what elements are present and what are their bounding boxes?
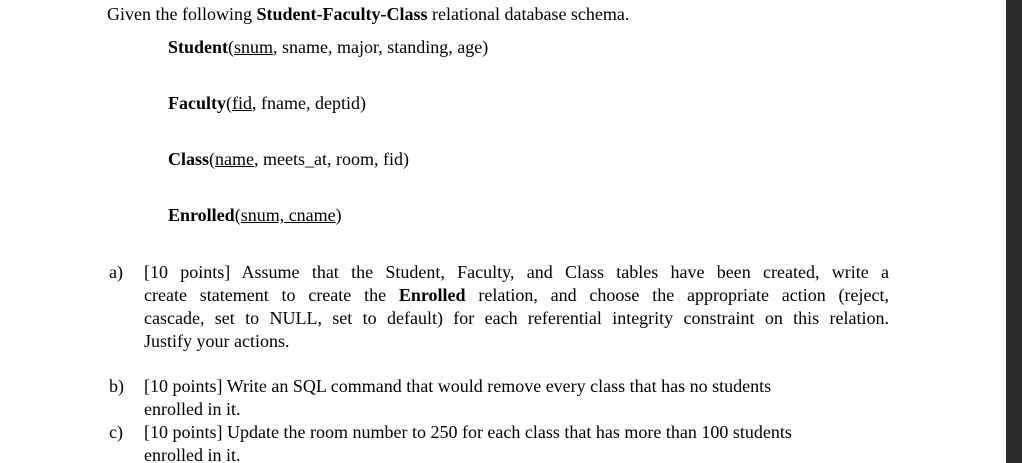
question-line: Justify your actions. xyxy=(144,331,290,351)
table-name: Enrolled xyxy=(168,205,235,225)
relation-name: Enrolled xyxy=(398,285,466,305)
question-a xyxy=(109,261,889,353)
paren-open: ( xyxy=(228,37,235,57)
question-line: enrolled in it. xyxy=(144,399,241,419)
intro-schema-name: Student-Faculty-Class xyxy=(256,4,428,24)
question-line xyxy=(144,284,889,307)
paren-open: ( xyxy=(234,205,241,225)
primary-key: snum, cname xyxy=(240,205,336,225)
window-edge-scrollbar xyxy=(1006,0,1022,463)
table-name: Faculty xyxy=(168,93,226,113)
text-segment: create statement to create the xyxy=(144,285,399,305)
primary-key: fid xyxy=(232,93,252,113)
paren-open: ( xyxy=(209,149,216,169)
question-line: [10 points] Write an SQL command that would remove every class that has no students xyxy=(144,376,772,396)
question-text xyxy=(144,375,889,421)
primary-key: snum xyxy=(234,37,274,57)
question-label: a) xyxy=(109,262,123,282)
question-line: [10 points] Update the room number to 250 for each class that has more than 100 students xyxy=(144,422,792,442)
table-name: Student xyxy=(168,37,229,57)
question-line: [10 points] Assume that the Student, Faculty, and Class tables have been created, write a xyxy=(144,262,889,282)
question-line: cascade, set to NULL, set to default) for each referential integrity constraint on this relation. xyxy=(144,308,889,328)
question-text xyxy=(144,261,889,353)
intro-prefix: Given the following xyxy=(107,4,257,24)
question-c xyxy=(109,421,889,463)
text-segment: relation, and choose the appropriate action (reject, xyxy=(465,285,889,305)
schema-faculty xyxy=(168,93,366,114)
attributes: , sname, major, standing, age) xyxy=(273,37,489,57)
question-b xyxy=(109,375,889,421)
intro-sentence xyxy=(107,4,629,25)
primary-key: name xyxy=(215,149,254,169)
schema-student xyxy=(168,37,488,58)
question-label: b) xyxy=(109,376,124,396)
paren-open: ( xyxy=(226,93,232,113)
table-name: Class xyxy=(168,149,210,169)
attributes: , fname, deptid) xyxy=(252,93,366,113)
schema-enrolled xyxy=(168,205,342,226)
attributes: ) xyxy=(335,205,342,225)
question-line: enrolled in it. xyxy=(144,445,241,463)
question-text xyxy=(144,421,889,463)
attributes: , meets_at, room, fid) xyxy=(254,149,409,169)
intro-suffix: relational database schema. xyxy=(427,4,630,24)
schema-class xyxy=(168,149,409,170)
question-label: c) xyxy=(109,422,123,442)
